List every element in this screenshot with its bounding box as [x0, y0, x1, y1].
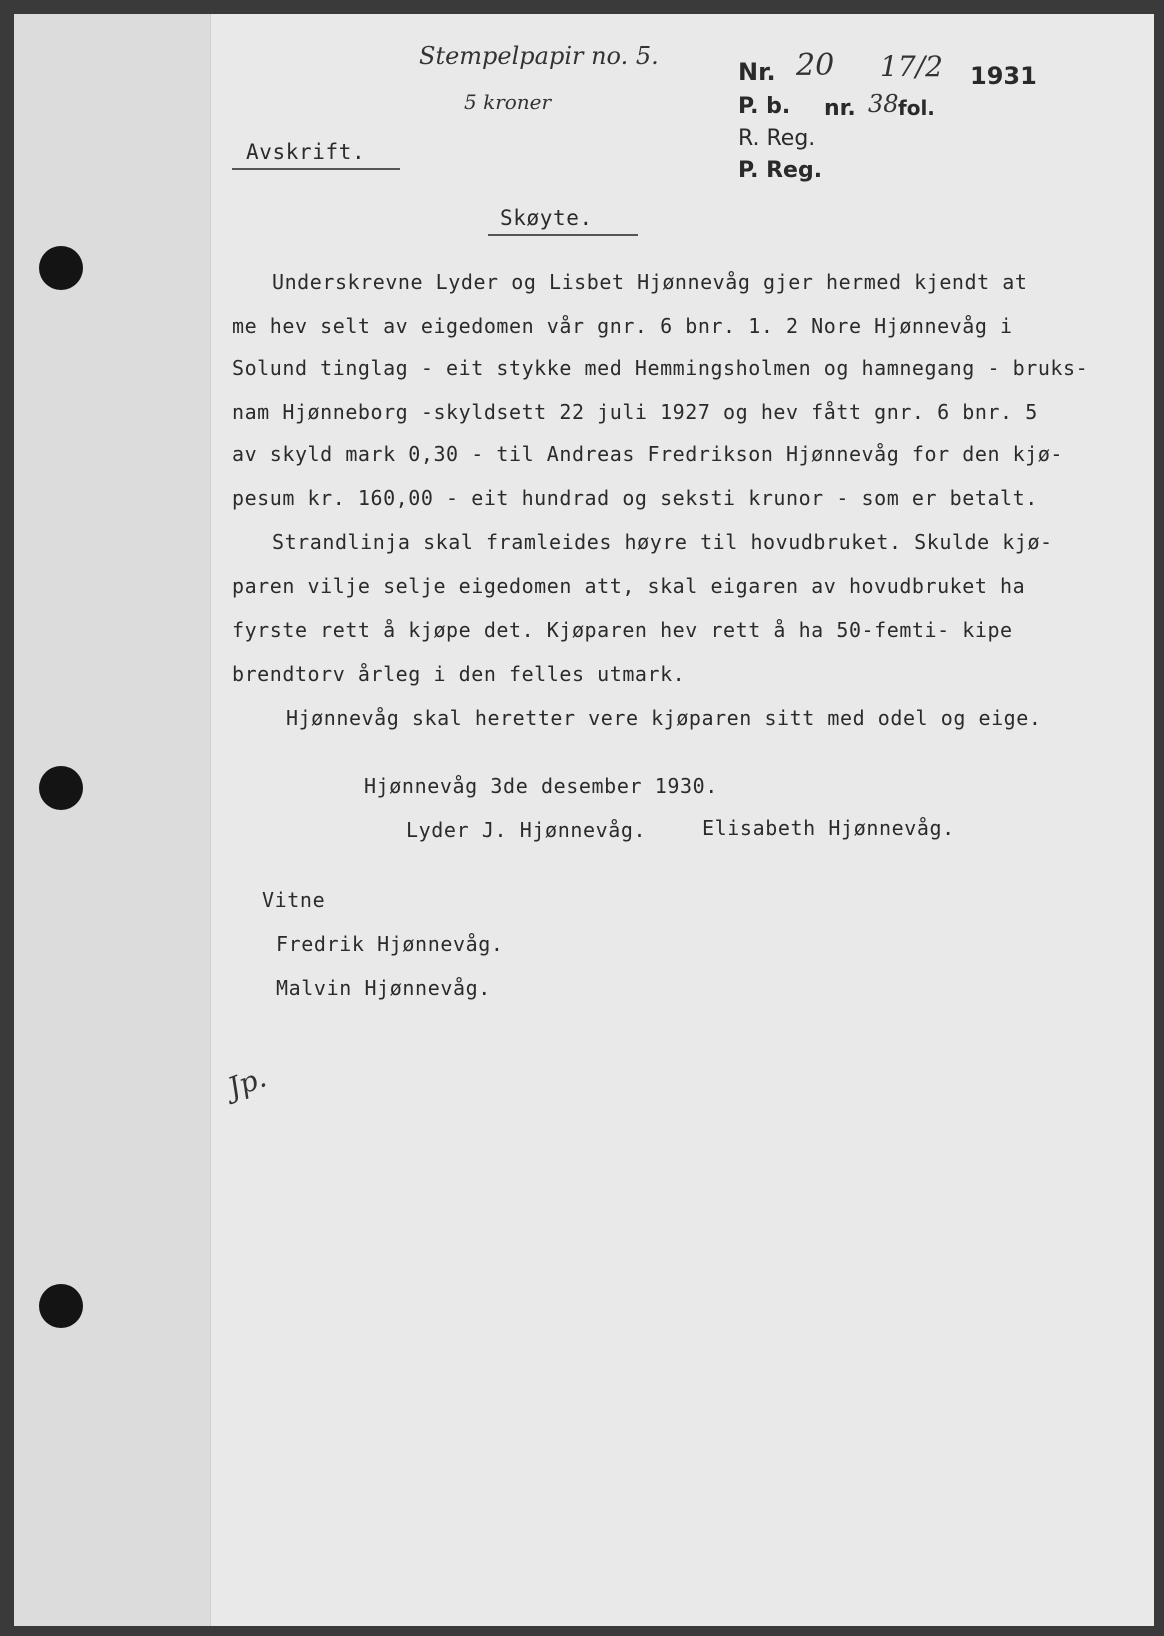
stamp-paper-value: 5 kroner — [464, 90, 552, 114]
body-line: pesum kr. 160,00 - eit hundrad og seksti krunor - som er betalt. — [232, 486, 1038, 510]
avskrift-underline — [232, 168, 400, 170]
handwritten-initials: Jp. — [223, 1060, 271, 1105]
registry-pb-suffix: fol. — [898, 96, 935, 120]
punch-hole — [39, 766, 83, 810]
title-underline — [488, 234, 638, 236]
registry-year: 1931 — [970, 62, 1037, 90]
registry-pb-label: P. b. — [738, 94, 791, 119]
signature-lyder: Lyder J. Hjønnevåg. — [406, 818, 647, 842]
registry-nr-label: Nr. — [738, 58, 776, 86]
registry-pb-nr-label: nr. — [824, 96, 856, 121]
body-line: me hev selt av eigedomen vår gnr. 6 bnr. 1. 2 Nore Hjønnevåg i — [232, 314, 1013, 338]
stamp-paper-note: Stempelpapir no. 5. — [419, 42, 659, 70]
registry-r-reg: R. Reg. — [738, 126, 816, 151]
punch-hole — [39, 1284, 83, 1328]
body-line: nam Hjønneborg -skyldsett 22 juli 1927 og hev fått gnr. 6 bnr. 5 — [232, 400, 1038, 424]
body-line: brendtorv årleg i den felles utmark. — [232, 662, 686, 686]
body-line: Strandlinja skal framleides høyre til hovudbruket. Skulde kjø- — [272, 530, 1053, 554]
document-title: Skøyte. — [500, 206, 593, 230]
signature-elisabeth: Elisabeth Hjønnevåg. — [702, 816, 955, 840]
body-line: av skyld mark 0,30 - til Andreas Fredrikson Hjønnevåg for den kjø- — [232, 442, 1064, 466]
registry-date: 17/2 — [880, 50, 943, 83]
place-date: Hjønnevåg 3de desember 1930. — [364, 774, 718, 798]
body-line: paren vilje selje eigedomen att, skal eigaren av hovudbruket ha — [232, 574, 1026, 598]
witness-name: Malvin Hjønnevåg. — [276, 976, 491, 1000]
witness-label: Vitne — [262, 888, 326, 912]
avskrift-label: Avskrift. — [246, 140, 366, 164]
body-line: Solund tinglag - eit stykke med Hemmingsholmen og hamnegang - bruks- — [232, 356, 1089, 380]
body-line: Hjønnevåg skal heretter vere kjøparen sitt med odel og eige. — [286, 706, 1042, 730]
document-page — [14, 14, 1154, 1626]
punch-hole — [39, 246, 83, 290]
registry-nr-value: 20 — [796, 48, 835, 83]
body-line: Underskrevne Lyder og Lisbet Hjønnevåg gjer hermed kjendt at — [272, 270, 1028, 294]
registry-p-reg: P. Reg. — [738, 158, 823, 183]
witness-name: Fredrik Hjønnevåg. — [276, 932, 504, 956]
body-line: fyrste rett å kjøpe det. Kjøparen hev rett å ha 50-femti- kipe — [232, 618, 1013, 642]
registry-pb-value: 38 — [868, 90, 899, 118]
